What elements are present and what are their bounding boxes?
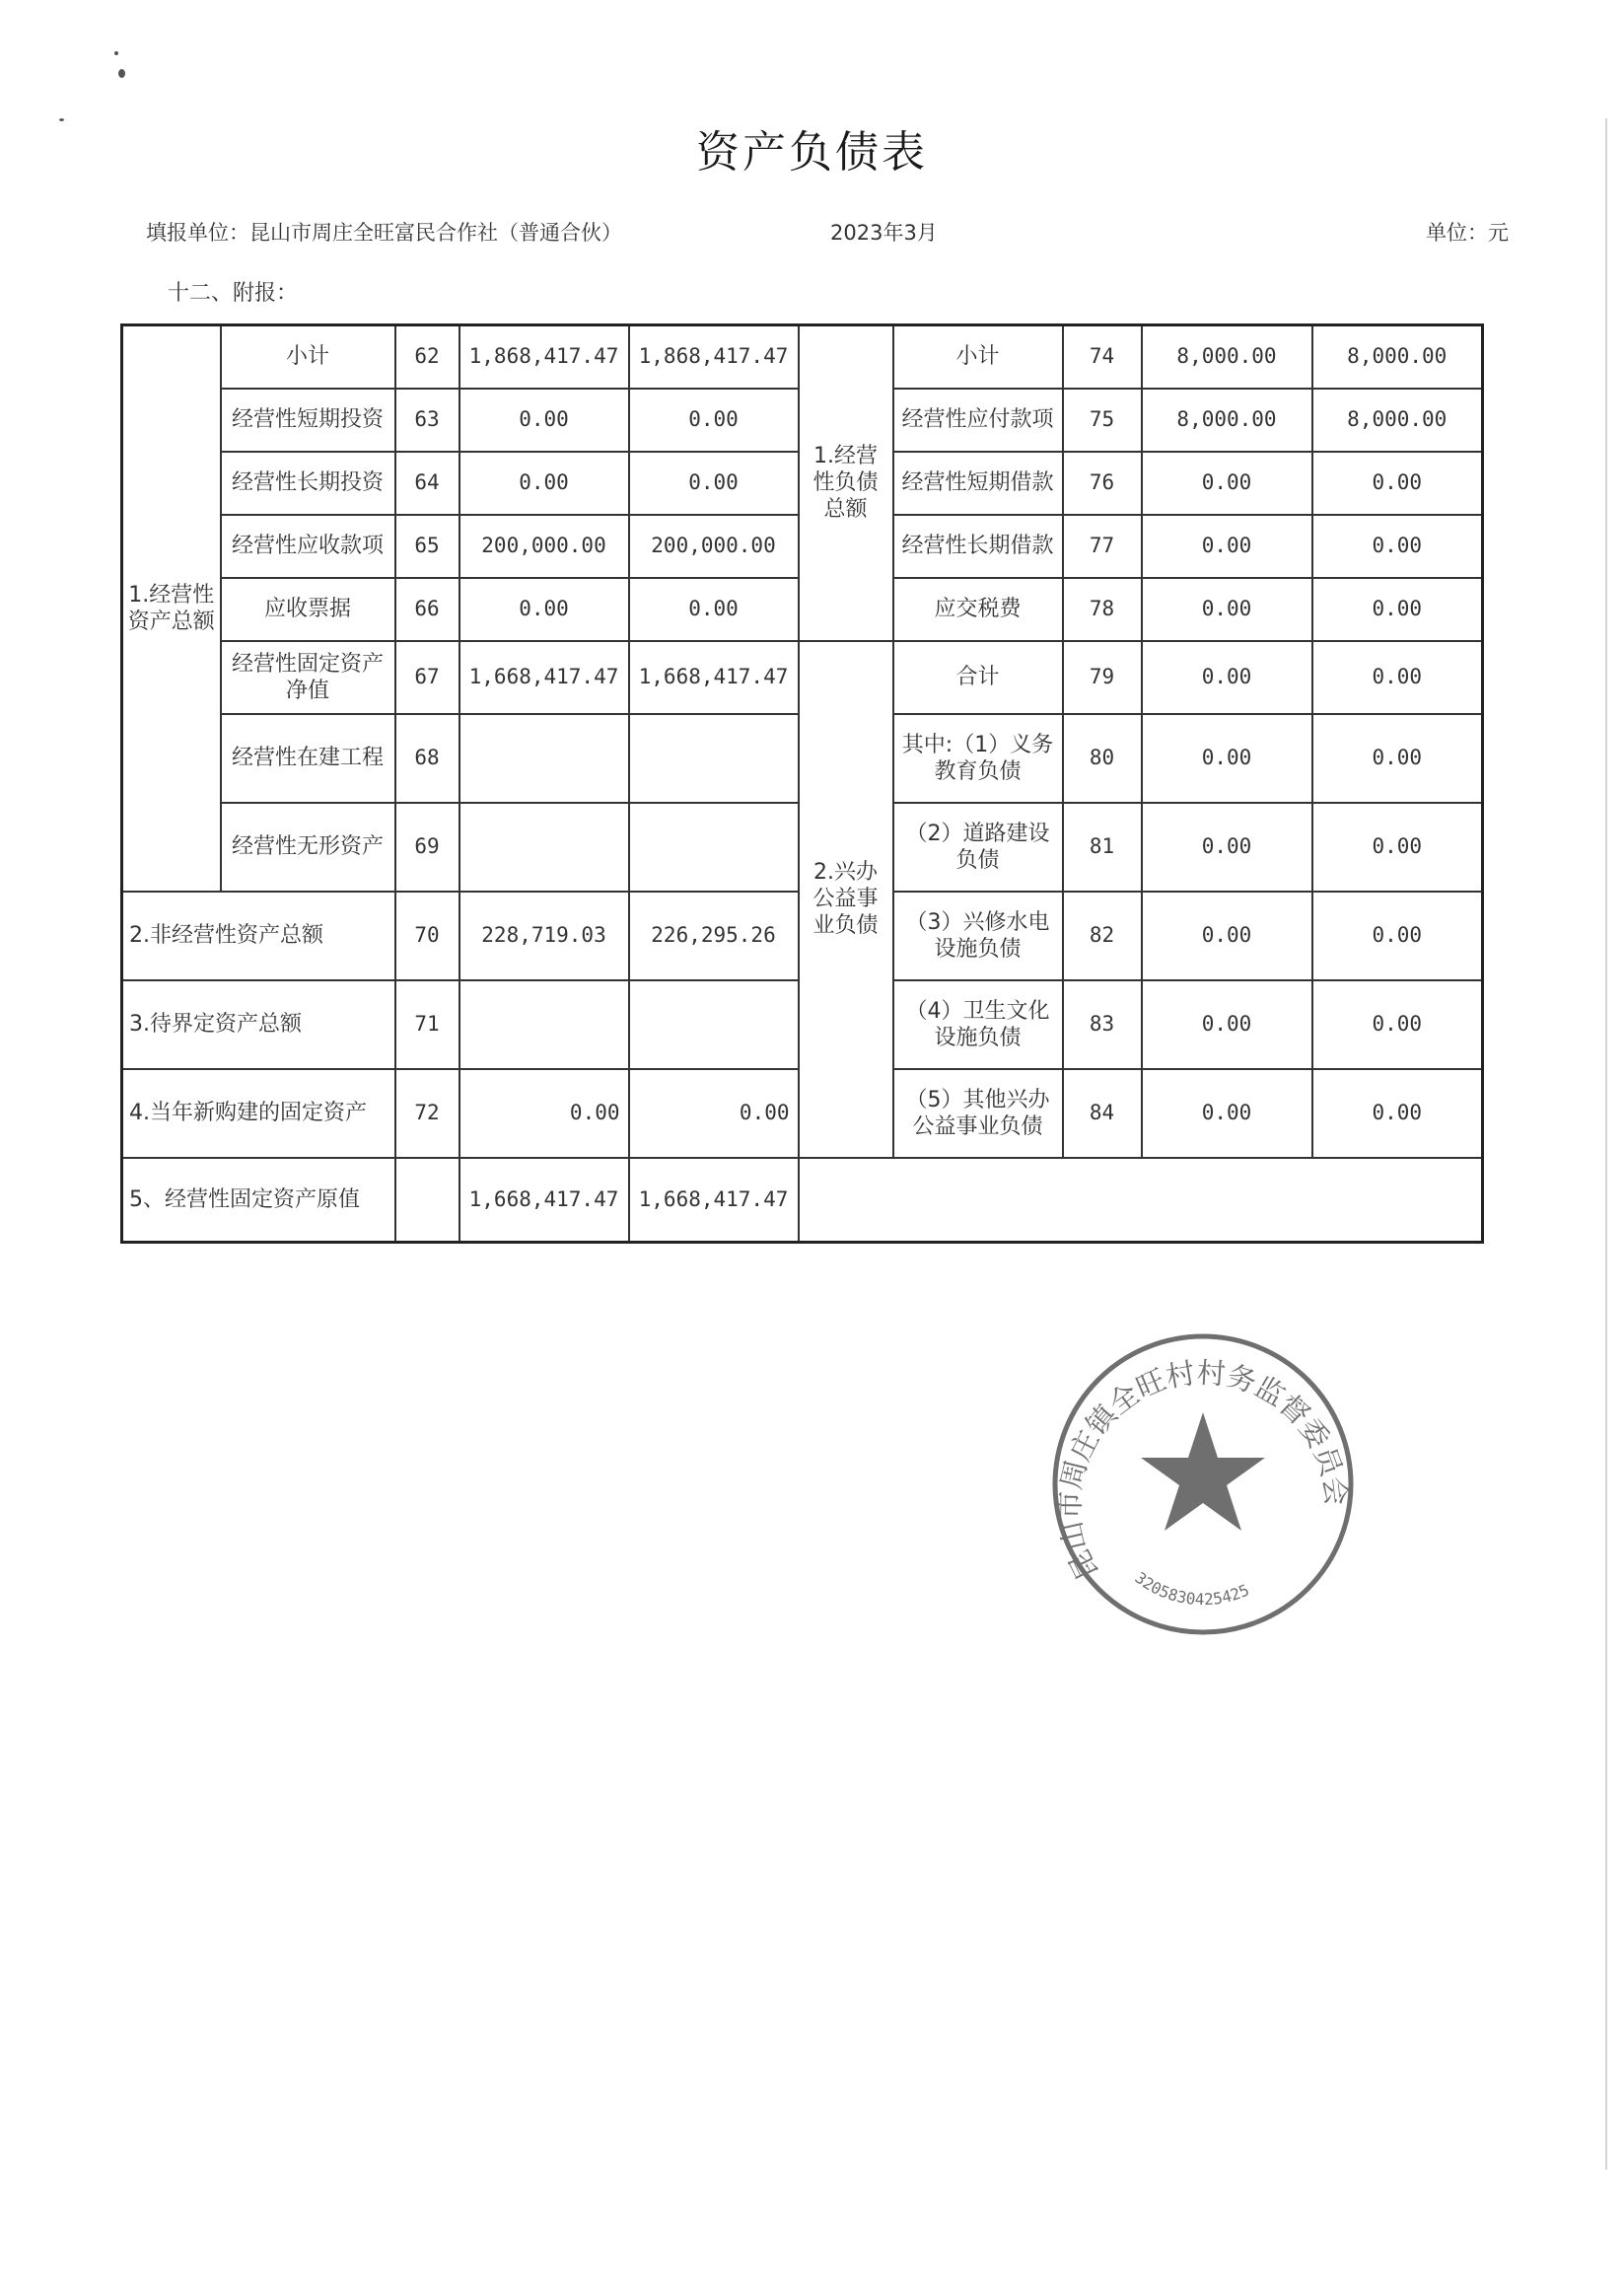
row-label: 经营性在建工程 bbox=[221, 714, 395, 803]
line-number: 64 bbox=[395, 452, 459, 515]
report-period: 2023年3月 bbox=[830, 221, 938, 245]
value-cell: 0.00 bbox=[1312, 1069, 1483, 1158]
value-cell: 8,000.00 bbox=[1312, 325, 1483, 389]
row-label: 经营性长期借款 bbox=[893, 515, 1063, 578]
section-label: 十二、附报： bbox=[168, 281, 299, 306]
value-cell: 8,000.00 bbox=[1312, 389, 1483, 452]
value-cell: 0.00 bbox=[1312, 515, 1483, 578]
scan-dot bbox=[59, 118, 64, 121]
line-number: 62 bbox=[395, 325, 459, 389]
value-cell: 0.00 bbox=[1312, 714, 1483, 803]
row-label: （3）兴修水电设施负债 bbox=[893, 892, 1063, 980]
value-cell: 0.00 bbox=[1142, 714, 1312, 803]
value-cell: 0.00 bbox=[459, 578, 629, 641]
row-label: 合计 bbox=[893, 641, 1063, 714]
value-cell: 200,000.00 bbox=[629, 515, 799, 578]
empty-cell bbox=[799, 1158, 1483, 1243]
value-cell: 0.00 bbox=[459, 389, 629, 452]
value-cell: 0.00 bbox=[459, 452, 629, 515]
value-cell: 0.00 bbox=[1142, 641, 1312, 714]
line-number: 82 bbox=[1063, 892, 1142, 980]
value-cell: 0.00 bbox=[459, 1069, 629, 1158]
line-number: 74 bbox=[1063, 325, 1142, 389]
line-number: 69 bbox=[395, 803, 459, 892]
value-cell bbox=[629, 803, 799, 892]
value-cell: 0.00 bbox=[1142, 803, 1312, 892]
line-number: 67 bbox=[395, 641, 459, 714]
value-cell: 0.00 bbox=[629, 389, 799, 452]
value-cell: 0.00 bbox=[1312, 452, 1483, 515]
row-label: 应收票据 bbox=[221, 578, 395, 641]
scan-edge-line bbox=[1605, 118, 1607, 2170]
value-cell: 0.00 bbox=[1312, 803, 1483, 892]
row-label: 经营性短期投资 bbox=[221, 389, 395, 452]
line-number: 71 bbox=[395, 980, 459, 1069]
value-cell bbox=[459, 980, 629, 1069]
line-number: 77 bbox=[1063, 515, 1142, 578]
row-label: 经营性应付款项 bbox=[893, 389, 1063, 452]
official-seal bbox=[1040, 1322, 1366, 1647]
value-cell bbox=[459, 803, 629, 892]
value-cell: 226,295.26 bbox=[629, 892, 799, 980]
table-row bbox=[122, 641, 1483, 714]
value-cell: 0.00 bbox=[1142, 515, 1312, 578]
line-number: 66 bbox=[395, 578, 459, 641]
value-cell bbox=[629, 980, 799, 1069]
line-number bbox=[395, 1158, 459, 1243]
row-label: 3.待界定资产总额 bbox=[122, 980, 395, 1069]
value-cell: 0.00 bbox=[1142, 892, 1312, 980]
line-number: 65 bbox=[395, 515, 459, 578]
row-label: 小计 bbox=[893, 325, 1063, 389]
line-number: 80 bbox=[1063, 714, 1142, 803]
value-cell: 1,668,417.47 bbox=[459, 1158, 629, 1243]
left-group-label: 1.经营性资产总额 bbox=[122, 325, 221, 892]
value-cell: 200,000.00 bbox=[459, 515, 629, 578]
seal-org-text: 昆山市周庄镇全旺村村务监督委员会 bbox=[1052, 1355, 1354, 1586]
line-number: 70 bbox=[395, 892, 459, 980]
table-row bbox=[122, 1158, 1483, 1243]
value-cell bbox=[629, 714, 799, 803]
value-cell: 1,668,417.47 bbox=[629, 1158, 799, 1243]
line-number: 81 bbox=[1063, 803, 1142, 892]
row-label: 经营性无形资产 bbox=[221, 803, 395, 892]
line-number: 83 bbox=[1063, 980, 1142, 1069]
value-cell: 1,868,417.47 bbox=[459, 325, 629, 389]
currency-unit: 单位：元 bbox=[1426, 221, 1509, 245]
row-label: 小计 bbox=[221, 325, 395, 389]
table-row bbox=[122, 325, 1483, 389]
scan-dot bbox=[118, 69, 125, 78]
line-number: 72 bbox=[395, 1069, 459, 1158]
line-number: 63 bbox=[395, 389, 459, 452]
line-number: 79 bbox=[1063, 641, 1142, 714]
row-label: 4.当年新购建的固定资产 bbox=[122, 1069, 395, 1158]
row-label: （2）道路建设负债 bbox=[893, 803, 1063, 892]
value-cell: 0.00 bbox=[1142, 980, 1312, 1069]
row-label: 经营性短期借款 bbox=[893, 452, 1063, 515]
value-cell: 0.00 bbox=[1142, 1069, 1312, 1158]
row-label: 经营性长期投资 bbox=[221, 452, 395, 515]
page-title: 资产负债表 bbox=[696, 127, 928, 178]
value-cell: 0.00 bbox=[1312, 641, 1483, 714]
balance-sheet-supplement-table bbox=[120, 323, 1484, 1244]
seal-code-text: 3205830425425 bbox=[1131, 1568, 1252, 1610]
row-label: 应交税费 bbox=[893, 578, 1063, 641]
value-cell: 0.00 bbox=[1312, 578, 1483, 641]
value-cell: 0.00 bbox=[629, 452, 799, 515]
value-cell: 8,000.00 bbox=[1142, 389, 1312, 452]
right-group2-label: 2.兴办公益事业负债 bbox=[799, 641, 893, 1158]
row-label: 2.非经营性资产总额 bbox=[122, 892, 395, 980]
value-cell: 1,668,417.47 bbox=[459, 641, 629, 714]
value-cell: 1,868,417.47 bbox=[629, 325, 799, 389]
value-cell: 1,668,417.47 bbox=[629, 641, 799, 714]
line-number: 84 bbox=[1063, 1069, 1142, 1158]
value-cell: 0.00 bbox=[629, 1069, 799, 1158]
row-label: （5）其他兴办公益事业负债 bbox=[893, 1069, 1063, 1158]
row-label: 经营性固定资产净值 bbox=[221, 641, 395, 714]
seal-graphic bbox=[1040, 1322, 1366, 1647]
row-label: （4）卫生文化设施负债 bbox=[893, 980, 1063, 1069]
value-cell: 0.00 bbox=[1142, 452, 1312, 515]
star-icon bbox=[1141, 1412, 1265, 1531]
right-group1-label: 1.经营性负债总额 bbox=[799, 325, 893, 641]
line-number: 68 bbox=[395, 714, 459, 803]
reporting-unit: 填报单位：昆山市周庄全旺富民合作社（普通合伙） bbox=[146, 221, 622, 245]
line-number: 75 bbox=[1063, 389, 1142, 452]
value-cell: 228,719.03 bbox=[459, 892, 629, 980]
value-cell: 0.00 bbox=[1142, 578, 1312, 641]
row-label: 其中:（1）义务教育负债 bbox=[893, 714, 1063, 803]
value-cell: 0.00 bbox=[629, 578, 799, 641]
value-cell: 8,000.00 bbox=[1142, 325, 1312, 389]
value-cell bbox=[459, 714, 629, 803]
line-number: 78 bbox=[1063, 578, 1142, 641]
row-label: 经营性应收款项 bbox=[221, 515, 395, 578]
line-number: 76 bbox=[1063, 452, 1142, 515]
value-cell: 0.00 bbox=[1312, 892, 1483, 980]
value-cell: 0.00 bbox=[1312, 980, 1483, 1069]
scan-dot bbox=[114, 51, 118, 55]
row-label: 5、经营性固定资产原值 bbox=[122, 1158, 395, 1243]
